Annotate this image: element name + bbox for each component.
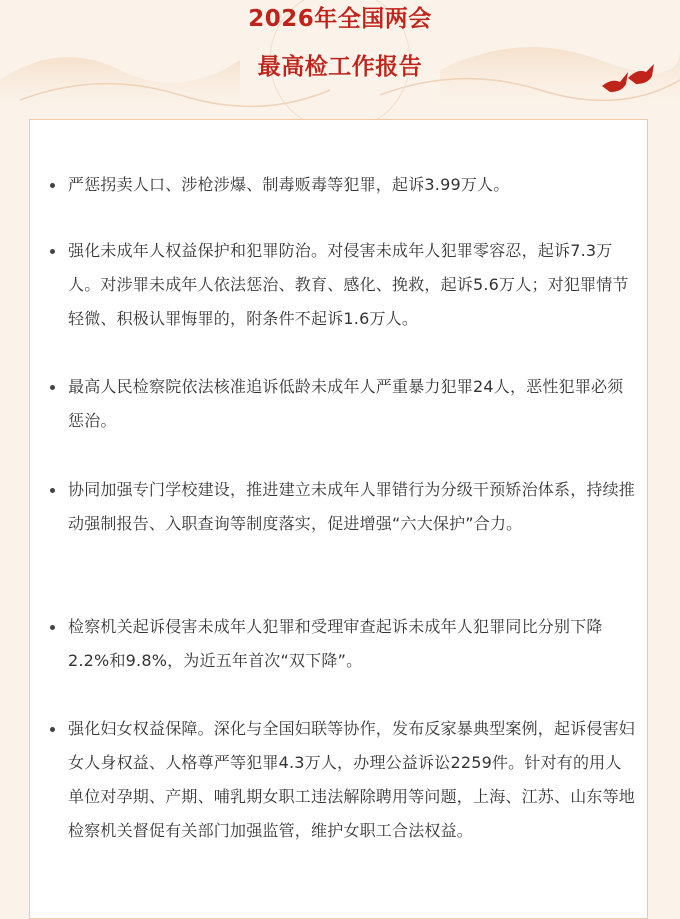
list-item: [68, 712, 636, 848]
title-line-1: 2026年全国两会: [248, 6, 432, 32]
report-card: [29, 119, 648, 919]
list-item: [68, 168, 636, 202]
list-item: [68, 234, 636, 336]
bullet-icon: [50, 385, 55, 390]
bullet-icon: [50, 183, 55, 188]
bullet-icon: [50, 488, 55, 493]
bullet-icon: [50, 727, 55, 732]
list-item-text: 协同加强专门学校建设，推进建立未成年人罪错行为分级干预矫治体系，持续推动强制报告、入职查询等制度落实，促进增强“六大保护”合力。: [68, 480, 636, 533]
title-line-2: 最高检工作报告: [257, 54, 423, 80]
bullet-icon: [50, 249, 55, 254]
list-item: [68, 610, 636, 678]
doves-icon: [598, 64, 658, 104]
bullet-icon: [50, 625, 55, 630]
list-item-text: 强化妇女权益保障。深化与全国妇联等协作，发布反家暴典型案例，起诉侵害妇女人身权益、人格尊严等犯罪4.3万人，办理公益诉讼2259件。针对有的用人单位对孕期、产期、哺乳期女职工违法解除聘用等问题，上海、江苏、山东等地检察机关督促有关部门加强监管，维护女职工合法权益。: [68, 719, 636, 840]
header: [0, 0, 680, 118]
list-item: [68, 370, 636, 438]
list-item-text: 最高人民检察院依法核准追诉低龄未成年人严重暴力犯罪24人，恶性犯罪必须惩治。: [68, 377, 624, 430]
list-item: [68, 473, 636, 541]
list-item-text: 强化未成年人权益保护和犯罪防治。对侵害未成年人犯罪零容忍，起诉7.3万人。对涉罪未成年人依法惩治、教育、感化、挽救，起诉5.6万人；对犯罪情节轻微、积极认罪悔罪的，附条件不起诉1.6万人。: [68, 241, 629, 328]
list-item-text: 检察机关起诉侵害未成年人犯罪和受理审查起诉未成年人犯罪同比分别下降2.2%和9.8%，为近五年首次“双下降”。: [68, 617, 603, 670]
list-item-text: 严惩拐卖人口、涉枪涉爆、制毒贩毒等犯罪，起诉3.99万人。: [68, 175, 510, 194]
